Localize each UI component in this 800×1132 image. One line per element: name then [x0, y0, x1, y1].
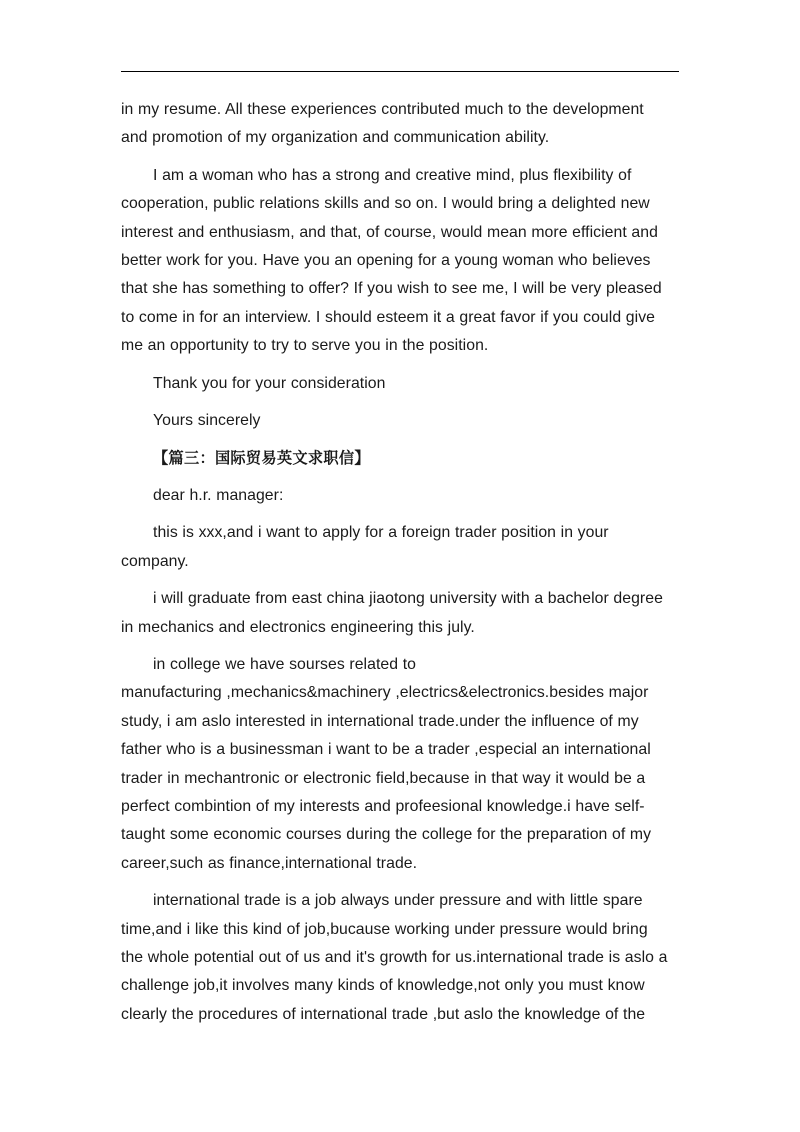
paragraph-closing: Yours sincerely [153, 412, 261, 430]
paragraph-college-courses-body: manufacturing ,mechanics&machinery ,electrics&electronics.besides major study, i am aslo interested in international trade.under the influence of my father who is a businessman i want to be a trader ,especial an international trader in mechantronic or electronic field,because in that way it would be a perfect combintion of my interests and profeesional knowledge.i have self-taught some economic courses during the college for the preparation of my career,such as finance,international trade. [121, 684, 652, 872]
document-body [121, 96, 673, 1038]
paragraph-education: i will graduate from east china jiaotong university with a bachelor degree in mechanics and electronics engineering this july. [121, 590, 663, 636]
paragraph-salutation: dear h.r. manager: [153, 486, 284, 504]
header-rule [121, 71, 679, 72]
paragraph-college-courses-first-line: in college we have sourses related to [153, 655, 416, 673]
paragraph-international-trade: international trade is a job always under pressure and with little spare time,and i like this kind of job,bucause working under pressure would bring the whole potential out of us and it's growth for us.international trade is aslo a challenge job,it involves many kinds of knowledge,not only you must know clearly the procedures of international trade ,but aslo the knowledge of the [121, 892, 668, 1023]
section-heading: 【篇三：国际贸易英文求职信】 [153, 449, 370, 468]
paragraph-introduction: this is xxx,and i want to apply for a foreign trader position in your company. [121, 524, 609, 570]
paragraph-college-courses [121, 651, 673, 878]
paragraph-self-description: I am a woman who has a strong and creative mind, plus flexibility of cooperation, public relations skills and so on. I would bring a delighted new interest and enthusiasm, and that, of course, would mean more efficient and better work for you. Have you an opening for a young woman who believes that she has something to offer? If you wish to see me, I will be very pleased to come in for an interview. I should esteem it a great favor if you could give me an opportunity to try to serve you in the position. [121, 166, 662, 355]
paragraph-thanks: Thank you for your consideration [153, 374, 386, 392]
paragraph-resume-continuation: in my resume. All these experiences contributed much to the development and promotion of my organization and communication ability. [121, 101, 644, 147]
